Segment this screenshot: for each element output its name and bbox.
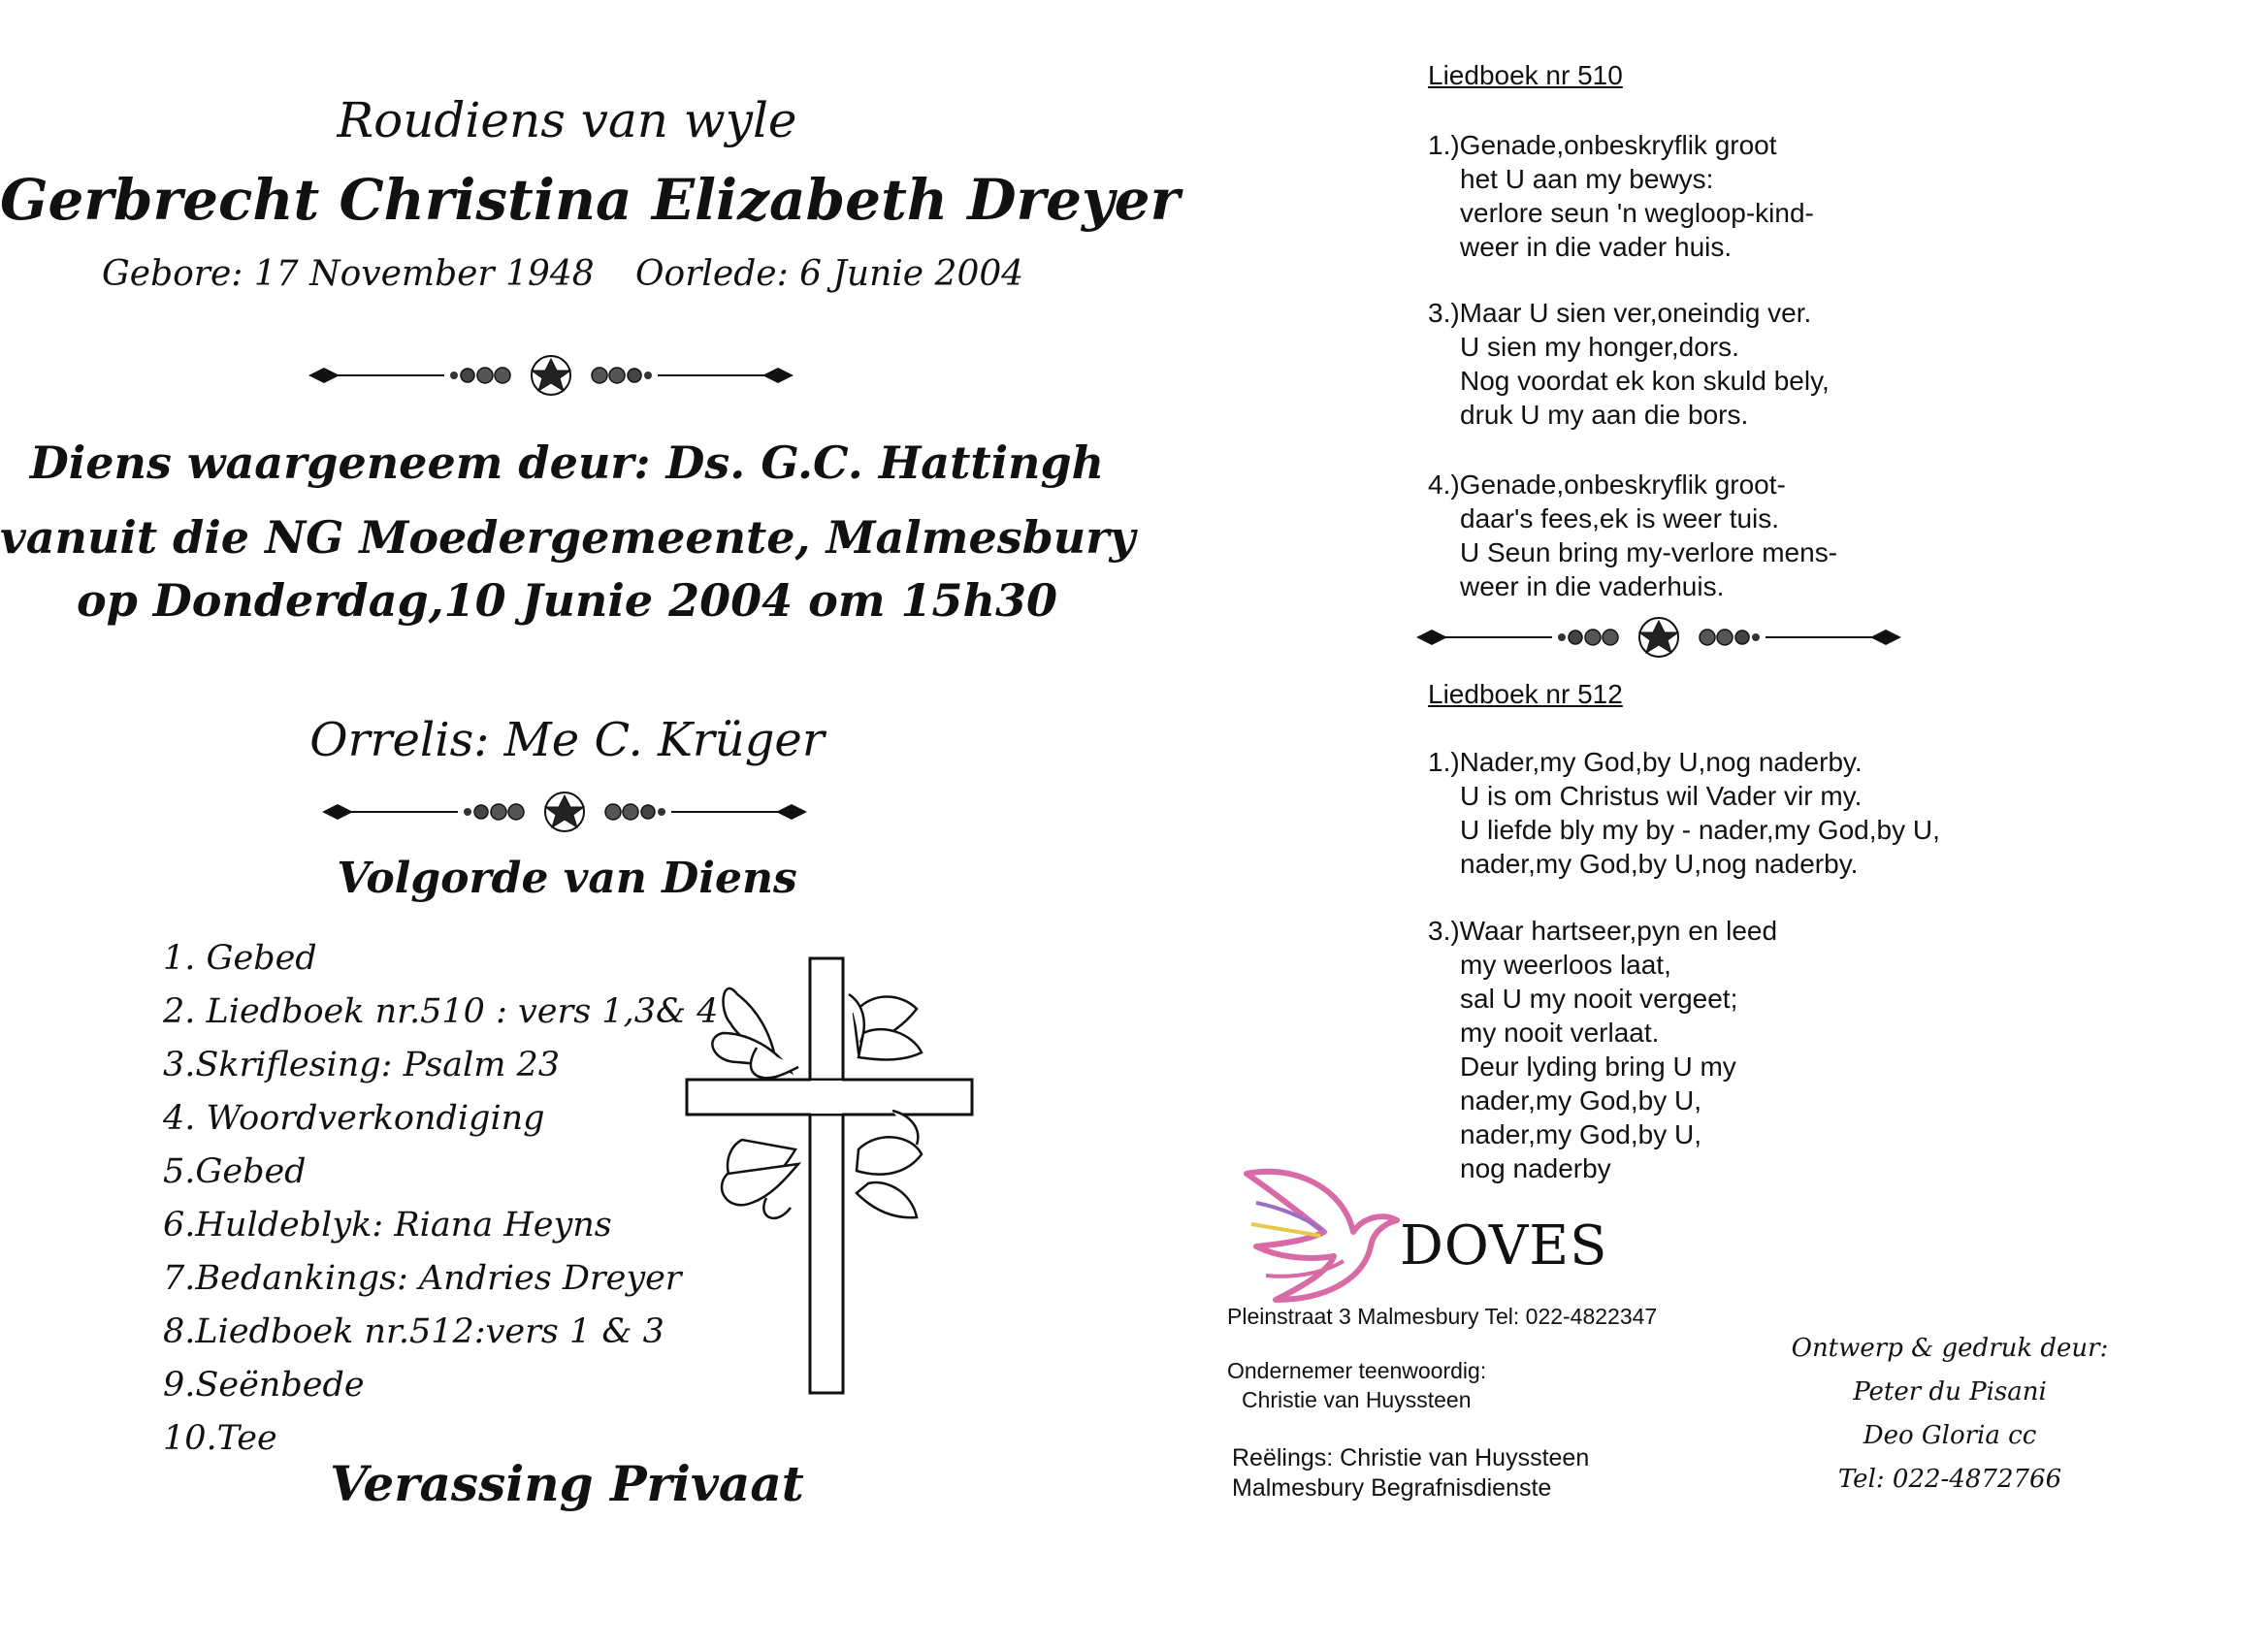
order-of-service-title: Volgorde van Diens	[337, 854, 797, 903]
cremation-note: Verassing Privaat	[330, 1455, 804, 1512]
credits-line: Peter du Pisani	[1853, 1377, 2047, 1406]
funeral-home-name: DOVES	[1400, 1214, 1608, 1277]
arrangements-org: Malmesbury Begrafnisdienste	[1232, 1474, 1552, 1502]
hymn-512-verse-1	[1428, 745, 1940, 881]
service-venue: vanuit die NG Moedergemeente, Malmesbury	[0, 511, 1136, 564]
verse-line: het U aan my bewys:	[1460, 164, 1714, 194]
organist: Orrelis: Me C. Krüger	[309, 713, 825, 767]
credits-line: Tel: 022-4872766	[1837, 1465, 2062, 1494]
deceased-name: Gerbrecht Christina Elizabeth Dreyer	[0, 167, 1181, 233]
hymn-512-verse-3	[1428, 914, 1777, 1185]
death-date: Oorlede: 6 Junie 2004	[635, 254, 1024, 294]
birth-date: Gebore: 17 November 1948	[102, 254, 595, 294]
verse-line: druk U my aan die bors.	[1460, 400, 1749, 430]
verse-line: 3.)Waar hartseer,pyn en leed	[1428, 916, 1778, 946]
verse-line: weer in die vader huis.	[1460, 232, 1733, 262]
order-item: 5.Gebed	[163, 1152, 307, 1191]
divider-ornament	[1407, 613, 1911, 662]
order-item: 7.Bedankings: Andries Dreyer	[163, 1259, 682, 1298]
dove-logo-icon	[1237, 1164, 1402, 1310]
verse-line: Deur lyding bring U my	[1460, 1051, 1736, 1082]
verse-line: nog naderby	[1460, 1153, 1611, 1183]
order-item: 6.Huldeblyk: Riana Heyns	[163, 1206, 612, 1245]
verse-line: my weerloos laat,	[1460, 950, 1671, 980]
service-datetime: op Donderdag,10 Junie 2004 om 15h30	[76, 574, 1057, 627]
verse-line: 1.)Nader,my God,by U,nog naderby.	[1428, 747, 1863, 777]
hymn-510-verse-3	[1428, 296, 1830, 432]
order-item: 2. Liedboek nr.510 : vers 1,3& 4	[163, 992, 719, 1031]
verse-line: Nog voordat ek kon skuld bely,	[1460, 366, 1830, 396]
verse-line: U sien my honger,dors.	[1460, 332, 1739, 362]
service-officiant: Diens waargeneem deur: Ds. G.C. Hattingh	[29, 436, 1105, 489]
verse-line: U Seun bring my-verlore mens-	[1460, 537, 1838, 567]
verse-line: 1.)Genade,onbeskryflik groot	[1428, 130, 1777, 160]
hymn-510-verse-4	[1428, 468, 1837, 603]
verse-line: U is om Christus wil Vader vir my.	[1460, 781, 1863, 811]
order-item: 4. Woordverkondiging	[163, 1099, 545, 1138]
undertaker-name: Christie van Huyssteen	[1242, 1387, 1472, 1412]
hymn-510-title: Liedboek nr 510	[1428, 60, 1623, 90]
credits-line: Ontwerp & gedruk deur:	[1791, 1334, 2109, 1363]
undertaker-label: Ondernemer teenwoordig:	[1227, 1358, 1487, 1383]
verse-line: weer in die vaderhuis.	[1460, 571, 1725, 601]
order-item: 3.Skriflesing: Psalm 23	[163, 1046, 561, 1084]
hymn-510-verse-1	[1428, 128, 1814, 264]
verse-line: sal U my nooit vergeet;	[1460, 984, 1738, 1014]
hymn-512-title: Liedboek nr 512	[1428, 679, 1623, 709]
verse-line: my nooit verlaat.	[1460, 1018, 1660, 1048]
verse-line: 4.)Genade,onbeskryflik groot-	[1428, 469, 1786, 500]
verse-line: U liefde bly my by - nader,my God,by U,	[1460, 815, 1940, 845]
order-item: 1. Gebed	[163, 939, 317, 978]
verse-line: 3.)Maar U sien ver,oneindig ver.	[1428, 298, 1812, 328]
order-item: 9.Seënbede	[163, 1366, 365, 1405]
credits-line: Deo Gloria cc	[1863, 1421, 2037, 1450]
order-item: 8.Liedboek nr.512:vers 1 & 3	[163, 1312, 664, 1351]
verse-line: daar's fees,ek is weer tuis.	[1460, 503, 1780, 534]
verse-line: nader,my God,by U,	[1460, 1085, 1702, 1116]
order-item: 10.Tee	[163, 1419, 277, 1458]
verse-line: nader,my God,by U,	[1460, 1119, 1702, 1149]
arrangements: Reëlings: Christie van Huyssteen	[1232, 1444, 1590, 1471]
verse-line: verlore seun 'n wegloop-kind-	[1460, 198, 1814, 228]
funeral-home-address: Pleinstraat 3 Malmesbury Tel: 022-4822347	[1227, 1304, 1658, 1329]
memorial-heading: Roudiens van wyle	[337, 92, 797, 148]
verse-line: nader,my God,by U,nog naderby.	[1460, 849, 1859, 879]
